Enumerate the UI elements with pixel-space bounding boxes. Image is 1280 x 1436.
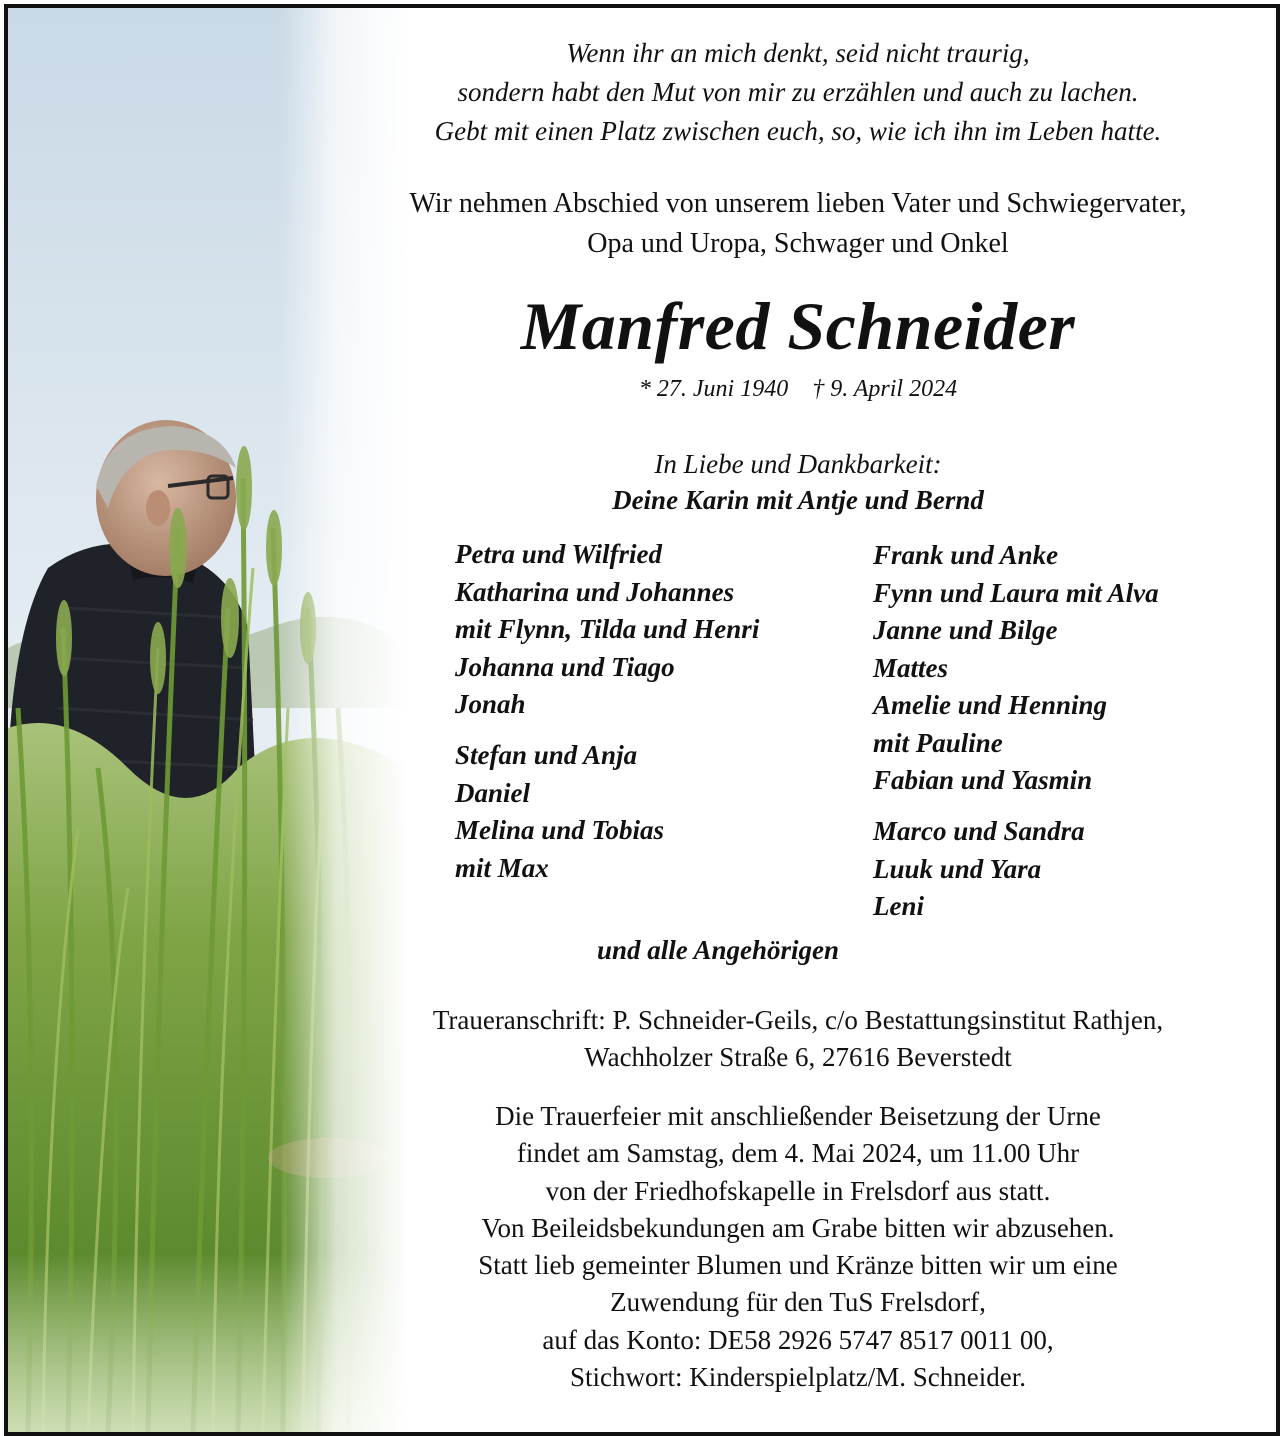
mourner-name: mit Flynn, Tilda und Henri — [455, 614, 760, 644]
mourner-name: mit Max — [455, 852, 549, 883]
mourner-name: Daniel — [455, 777, 531, 808]
ceremony-details — [328, 1098, 1268, 1396]
ceremony-line: Zuwendung für den TuS Frelsdorf, — [610, 1287, 986, 1318]
ceremony-line: Die Trauerfeier mit anschließender Beisetzung der Urne — [495, 1101, 1101, 1131]
obituary-notice — [4, 4, 1280, 1436]
mourner-name: mit Pauline — [873, 727, 1003, 758]
spouse-line: Deine Karin mit Antje und Bernd — [612, 485, 984, 515]
motto-verse — [328, 34, 1268, 151]
mourners-left-group-2 — [455, 737, 664, 887]
mourner-name: Jonah — [455, 689, 526, 719]
farewell-line: Wir nehmen Abschied von unserem lieben Vater und Schwiegervater, — [409, 188, 1187, 219]
mourner-name: Katharina und Johannes — [455, 576, 735, 607]
all-relatives-line: und alle Angehörigen — [596, 935, 840, 965]
deceased-name: Manfred Schneider — [520, 288, 1076, 364]
ceremony-line: Statt lieb gemeinter Blumen und Kränze bitten wir um eine — [478, 1250, 1118, 1281]
mourner-name: Marco und Sandra — [873, 816, 1085, 846]
mourner-name: Fynn und Laura mit Alva — [873, 577, 1159, 608]
mourning-address — [328, 1002, 1268, 1076]
address-line: Traueranschrift: P. Schneider-Geils, c/o Bestattungsinstitut Rathjen, — [432, 1005, 1164, 1035]
mourner-name: Leni — [873, 891, 924, 921]
ceremony-line: findet am Samstag, dem 4. Mai 2024, um 11.00 Uhr — [516, 1138, 1080, 1169]
mourner-name: Mattes — [873, 652, 949, 683]
ceremony-line: Von Beileidsbekundungen am Grabe bitten wir abzusehen. — [481, 1212, 1115, 1243]
ceremony-line: von der Friedhofskapelle in Frelsdorf aus statt. — [545, 1175, 1051, 1206]
mourners-left-group-1 — [455, 536, 759, 724]
farewell-statement — [328, 184, 1268, 264]
address-line: Wachholzer Straße 6, 27616 Beverstedt — [584, 1042, 1012, 1072]
farewell-line: Opa und Uropa, Schwager und Onkel — [587, 228, 1009, 259]
mourner-name: Melina und Tobias — [455, 815, 665, 845]
ceremony-line: auf das Konto: DE58 2926 5747 8517 0011 00, — [542, 1324, 1054, 1355]
mourner-name: Janne und Bilge — [873, 615, 1058, 645]
mourners-right-group-2 — [873, 813, 1085, 926]
mourner-name: Johanna und Tiago — [455, 651, 675, 682]
mourner-name: Fabian und Yasmin — [873, 765, 1093, 795]
mourners-intro: In Liebe und Dankbarkeit: — [654, 449, 942, 479]
ceremony-line: Stichwort: Kinderspielplatz/M. Schneider. — [570, 1362, 1026, 1393]
mourner-name: Frank und Anke — [873, 540, 1059, 570]
motto-line: sondern habt den Mut von mir zu erzählen und auch zu lachen. — [457, 77, 1139, 107]
mourner-name: Stefan und Anja — [455, 740, 638, 770]
mourner-name: Amelie und Henning — [873, 690, 1108, 720]
motto-line: Wenn ihr an mich denkt, seid nicht traurig, — [566, 38, 1030, 68]
mourner-name: Petra und Wilfried — [455, 539, 663, 569]
life-dates: * 27. Juni 1940 † 9. April 2024 — [638, 376, 958, 402]
mourners-right-group-1 — [873, 537, 1159, 800]
motto-line: Gebt mit einen Platz zwischen euch, so, wie ich ihn im Leben hatte. — [434, 116, 1162, 146]
mourner-name: Luuk und Yara — [873, 853, 1042, 884]
notice-text — [328, 8, 1268, 1432]
